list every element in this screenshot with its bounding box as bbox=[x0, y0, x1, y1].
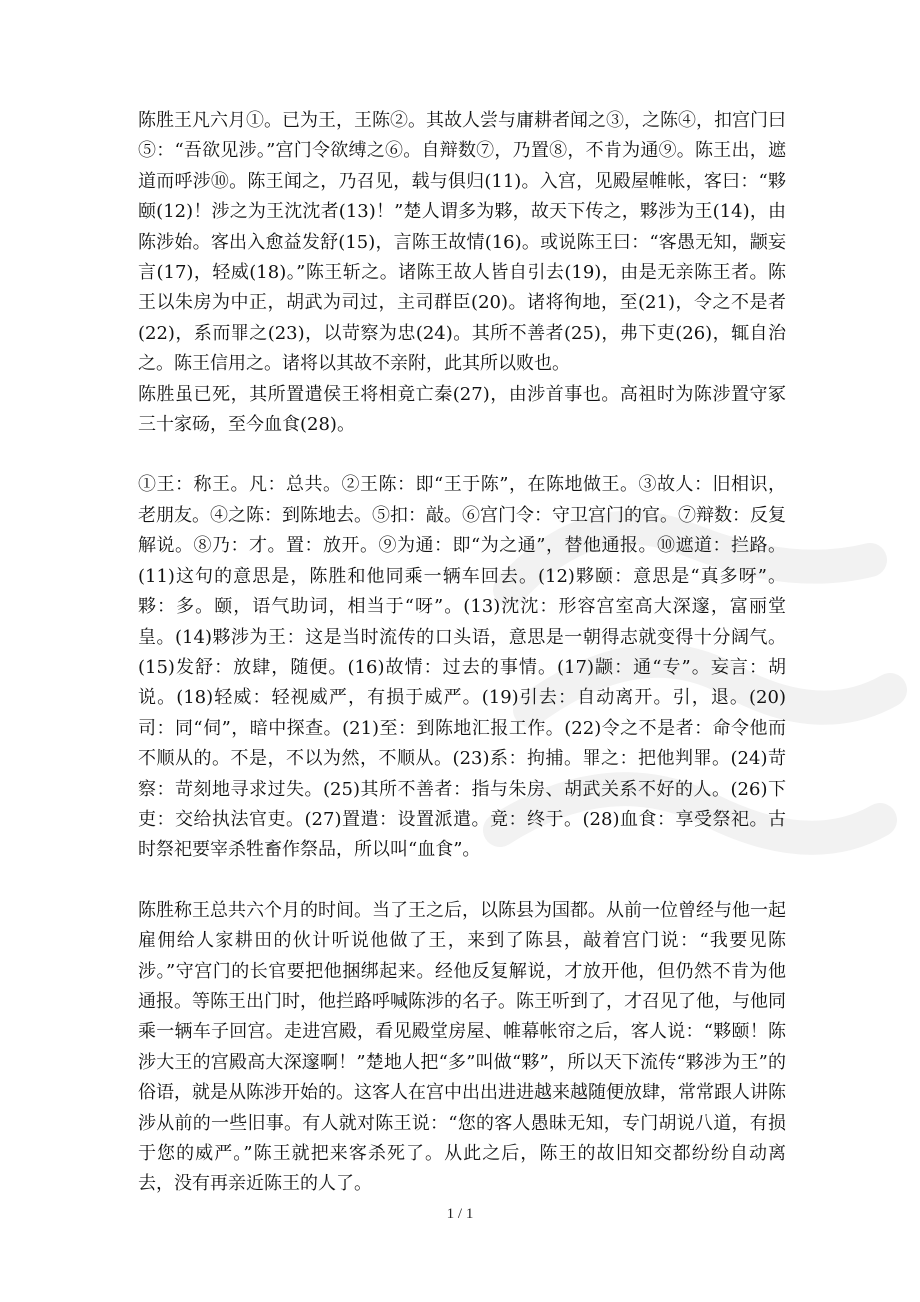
classical-text-paragraph-2: 陈胜虽已死，其所置遣侯王将相竟亡秦(27)，由涉首事也。高祖时为陈涉置守冢三十家砀，至今血食(28)。 bbox=[138, 383, 786, 436]
translation-paragraph: 陈胜称王总共六个月的时间。当了王之后，以陈县为国都。从前一位曾经与他一起雇佣给人家耕田的伙计听说他做了王，来到了陈县，敲着宫门说：“我要见陈涉。”守宫门的长官要把他捆绑起来。经他反复解说，才放开他，但仍然不肯为他通报。等陈王出门时，他拦路呼喊陈涉的名子。陈王听到了，才召见了他，与他同乘一辆车子回宫。走进宫殿，看见殿堂房屋、帷幕帐帘之后，客人说：“夥颐！陈涉大王的宫殿高大深邃啊！”楚地人把“多”叫做“夥”，所以天下流传“夥涉为王”的俗语，就是从陈涉开始的。这客人在宫中出出进进越来越随便放肆，常常跟人讲陈涉从前的一些旧事。有人就对陈王说：“您的客人愚昧无知，专门胡说八道，有损于您的威严。”陈王就把来客杀死了。从此之后，陈王的故旧知交都纷纷自动离去，没有再亲近陈王的人了。 bbox=[138, 899, 786, 1195]
paragraph-spacer bbox=[138, 440, 786, 470]
paragraph-spacer bbox=[138, 866, 786, 896]
document-body bbox=[138, 106, 786, 1200]
annotations-paragraph: ①王：称王。凡：总共。②王陈：即“王于陈”，在陈地做王。③故人：旧相识，老朋友。④之陈：到陈地去。⑤扣：敲。⑥宫门令：守卫宫门的官。⑦辩数：反复解说。⑧乃：才。置：放开。⑨为通：即“为之通”，替他通报。⑩遮道：拦路。(11)这句的意思是，陈胜和他同乘一辆车回去。(12)夥颐：意思是“真多呀”。夥：多。颐，语气助词，相当于“呀”。(13)沈沈：形容宫室高大深邃，富丽堂皇。(14)夥涉为王：这是当时流传的口头语，意思是一朝得志就变得十分阔气。(15)发舒：放肆，随便。(16)故情：过去的事情。(17)颛：通“专”。妄言：胡说。(18)轻威：轻视威严，有损于威严。(19)引去：自动离开。引，退。(20)司：同“伺”，暗中探查。(21)至：到陈地汇报工作。(22)令之不是者：命令他而不顺从的。不是，不以为然，不顺从。(23)系：拘捕。罪之：把他判罪。(24)苛察：苛刻地寻求过失。(25)其所不善者：指与朱房、胡武关系不好的人。(26)下吏：交给执法官吏。(27)置遣：设置派遣。竟：终于。(28)血食：享受祭祀。古时祭祀要宰杀牲畜作祭品，所以叫“血食”。 bbox=[138, 474, 786, 861]
page-number: 1 / 1 bbox=[446, 1206, 474, 1222]
classical-text-paragraph: 陈胜王凡六月①。已为王，王陈②。其故人尝与庸耕者闻之③，之陈④，扣宫门曰⑤：“吾欲见涉。”宫门令欲缚之⑥。自辩数⑦，乃置⑧，不肯为通⑨。陈王出，遮道而呼涉⑩。陈王闻之，乃召见，载与俱归(11)。入宫，见殿屋帷帐，客曰：“夥颐(12)！涉之为王沈沈者(13)！”楚人谓多为夥，故天下传之，夥涉为王(14)，由陈涉始。客出入愈益发舒(15)，言陈王故情(16)。或说陈王曰：“客愚无知，颛妄言(17)，轻威(18)。”陈王斩之。诸陈王故人皆自引去(19)，由是无亲陈王者。陈王以朱房为中正，胡武为司过，主司群臣(20)。诸将徇地，至(21)，令之不是者(22)，系而罪之(23)，以苛察为忠(24)。其所不善者(25)，弗下吏(26)，辄自治之。陈王信用之。诸将以其故不亲附，此其所以败也。 bbox=[138, 110, 786, 375]
